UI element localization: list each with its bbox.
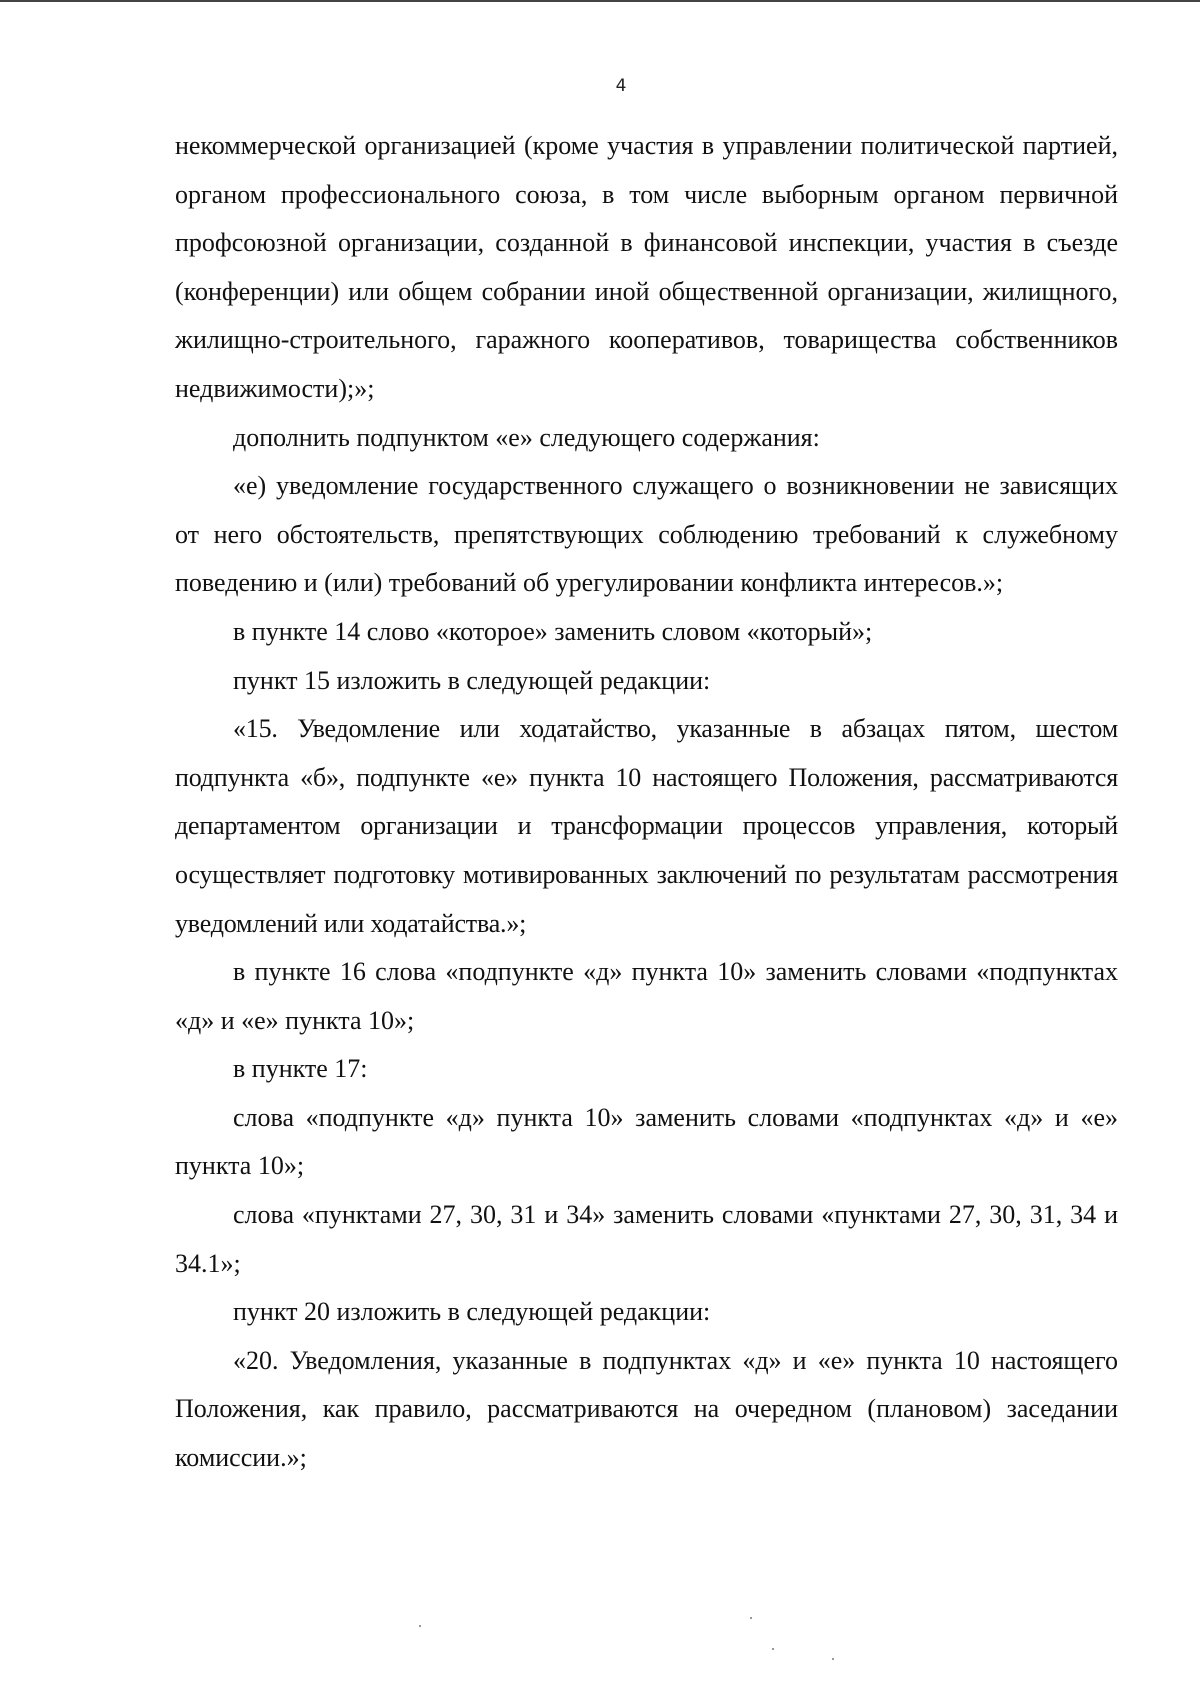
paragraph-item-15-intro: пункт 15 изложить в следующей редакции:	[233, 665, 711, 695]
paragraph-item-17-words-2: слова «пунктами 27, 30, 31 и 34» заменить словами «пунктами 27, 30, 31, 34 и 34.1»;	[175, 1200, 1118, 1278]
document-body	[175, 122, 1118, 1483]
paragraph-item-20-intro: пункт 20 изложить в следующей редакции:	[233, 1297, 711, 1327]
top-edge-rule	[0, 0, 1200, 2]
page-number: 4	[615, 76, 627, 96]
paragraph-add-subitem-e: дополнить подпунктом «е» следующего содержания:	[233, 422, 820, 452]
scan-speck	[772, 1648, 774, 1650]
paragraph-subitem-e-text: «е) уведомление государственного служащего о возникновении не зависящих от него обстоятельств, препятствующих соблюдению требований к служебному поведению и (или) требований об урегулировании конфликта интересов.»;	[175, 471, 1118, 598]
paragraph-item-17-intro: в пункте 17:	[233, 1054, 368, 1084]
paragraph-item-15-text: «15. Уведомление или ходатайство, указанные в абзацах пятом, шестом подпункта «б», подпункте «е» пункта 10 настоящего Положения, рассматриваются департаментом организации и трансформации процессов управления, который осуществляет подготовку мотивированных заключений по результатам рассмотрения уведомлений или ходатайства.»;	[175, 714, 1118, 938]
paragraph-item-20-text: «20. Уведомления, указанные в подпунктах «д» и «е» пункта 10 настоящего Положения, как правило, рассматриваются на очередном (плановом) заседании комиссии.»;	[175, 1345, 1118, 1473]
paragraph-item-16: в пункте 16 слова «подпункте «д» пункта 10» заменить словами «подпунктах «д» и «е» пункта 10»;	[175, 957, 1118, 1035]
paragraph-continuation: некоммерческой организацией (кроме участия в управлении политической партией, органом профессионального союза, в том числе выборным органом первичной профсоюзной организации, созданной в финансовой инспекции, участия в съезде (конференции) или общем собрании иной общественной организации, жилищного, жилищно-строительного, гаражного кооперативов, товарищества собственников недвижимости);»;	[175, 131, 1118, 403]
scan-speck	[750, 1617, 752, 1619]
paragraph-item-17-words-1: слова «подпункте «д» пункта 10» заменить словами «подпунктах «д» и «е» пункта 10»;	[175, 1102, 1118, 1181]
scan-speck	[832, 1658, 834, 1660]
paragraph-item-14: в пункте 14 слово «которое» заменить словом «который»;	[233, 616, 873, 646]
scan-speck	[419, 1625, 421, 1627]
